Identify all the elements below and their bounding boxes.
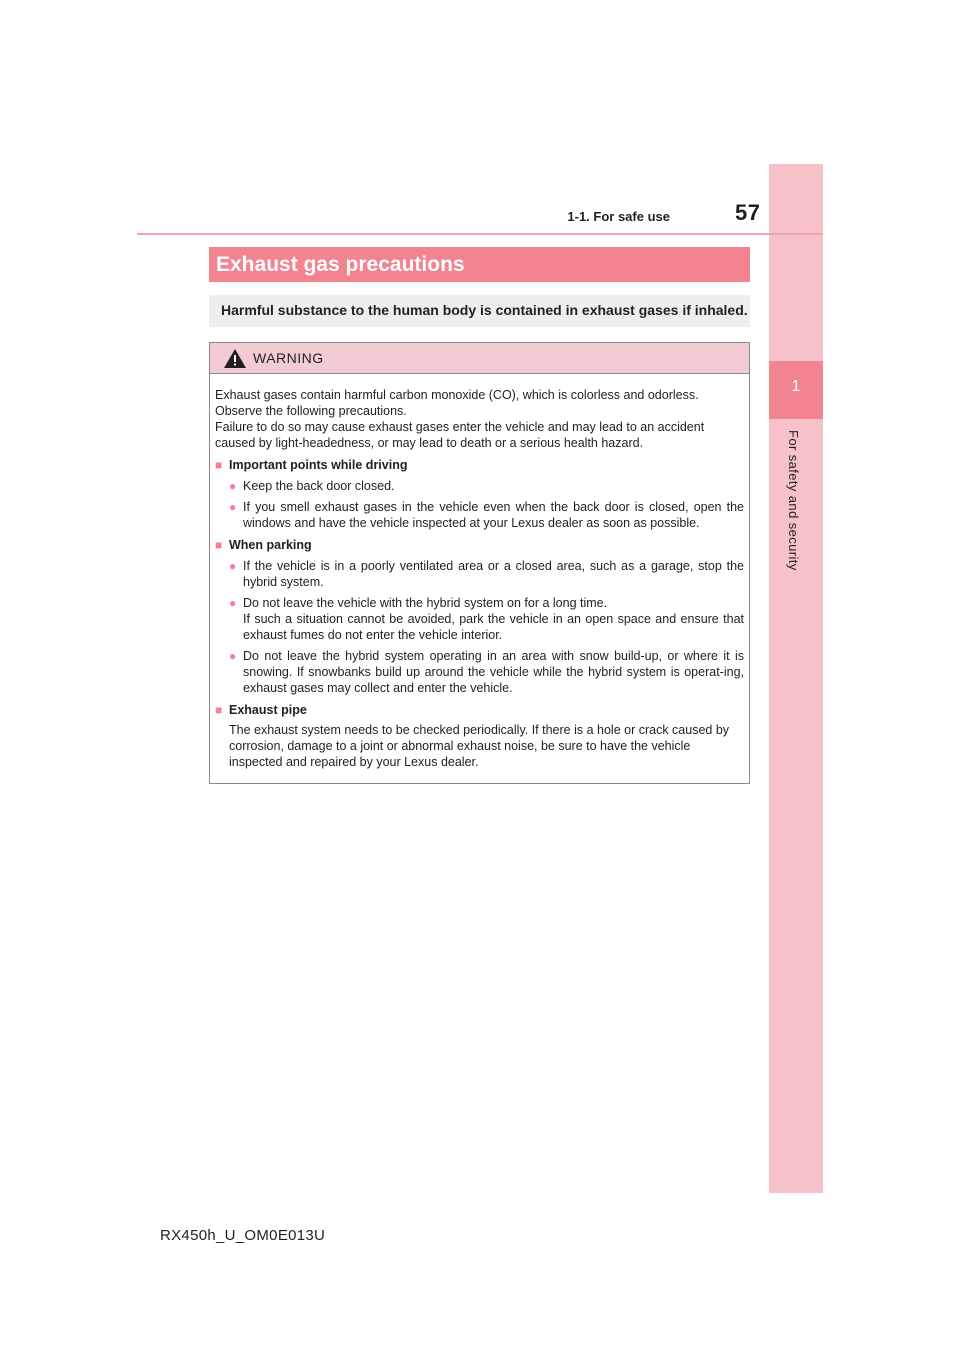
list-item-text: Keep the back door closed. (243, 479, 395, 493)
warning-title: WARNING (253, 350, 324, 366)
subsection-text: The exhaust system needs to be checked periodically. If there is a hole or crack caused by corrosion, damage to a joint or abnormal exhaust noise, be sure to have the vehicle inspected and repaired by your Lexus dealer. (229, 723, 730, 769)
list-item-text (243, 595, 744, 643)
dot-bullet-icon: ● (229, 596, 237, 610)
section-title: Exhaust gas precautions (209, 247, 750, 282)
subsection-heading (215, 702, 744, 718)
list-item (229, 478, 744, 494)
warning-triangle-icon (224, 349, 246, 368)
list-item (229, 499, 744, 531)
warning-paragraph: Failure to do so may cause exhaust gases enter the vehicle and may lead to an accident caused by light-headedness, or may lead to death or a serious health hazard. (215, 420, 705, 450)
square-bullet-icon: ■ (215, 538, 223, 552)
subsection-heading (215, 457, 744, 473)
heading-text: Exhaust pipe (229, 703, 307, 717)
list-item-line: Do not leave the vehicle with the hybrid system on for a long time. (243, 596, 608, 610)
warning-box (209, 342, 750, 784)
list-item-line: If such a situation cannot be avoided, park the vehicle in an open space and ensure that exhaust fumes do not enter the vehicle interior. (243, 612, 744, 642)
warning-header (210, 343, 749, 374)
heading-text: When parking (229, 538, 312, 552)
warning-paragraph: Exhaust gases contain harmful carbon monoxide (CO), which is colorless and odorless. (215, 388, 699, 402)
chapter-label: For safety and security (786, 430, 801, 571)
document-code: RX450h_U_OM0E013U (160, 1227, 326, 1244)
heading-text: Important points while driving (229, 458, 408, 472)
list-item-text: If the vehicle is in a poorly ventilated area or a closed area, such as a garage, stop the hybrid system. (243, 559, 744, 589)
dot-bullet-icon: ● (229, 559, 237, 573)
dot-bullet-icon: ● (229, 479, 237, 493)
list-item (229, 648, 744, 696)
page-number: 57 (735, 200, 761, 225)
list-item (229, 558, 744, 590)
square-bullet-icon: ■ (215, 458, 223, 472)
dot-bullet-icon: ● (229, 649, 237, 663)
list-item-text: If you smell exhaust gases in the vehicle even when the back door is closed, open the windows and have the vehicle inspected at your Lexus dealer as soon as possible. (243, 500, 744, 530)
list-item-text: Do not leave the hybrid system operating in an area with snow build-up, or where it is snowing. If snowbanks build up around the vehicle while the hybrid system is operat-ing, exhaust gases may collect and enter the vehicle. (243, 649, 744, 695)
warning-body (210, 374, 749, 770)
chapter-number: 1 (791, 378, 801, 395)
intro-box (209, 295, 750, 327)
header-section-name: 1-1. For safe use (567, 209, 670, 224)
subsection-heading (215, 537, 744, 553)
chapter-number-tab[interactable] (769, 361, 823, 419)
warning-paragraph: Observe the following precautions. (215, 404, 407, 418)
chapter-side-tab (769, 164, 823, 1193)
dot-bullet-icon: ● (229, 500, 237, 514)
square-bullet-icon: ■ (215, 703, 223, 717)
header-divider (137, 233, 823, 235)
intro-text: Harmful substance to the human body is contained in exhaust gases if inhaled. (221, 302, 748, 318)
list-item (229, 595, 744, 643)
